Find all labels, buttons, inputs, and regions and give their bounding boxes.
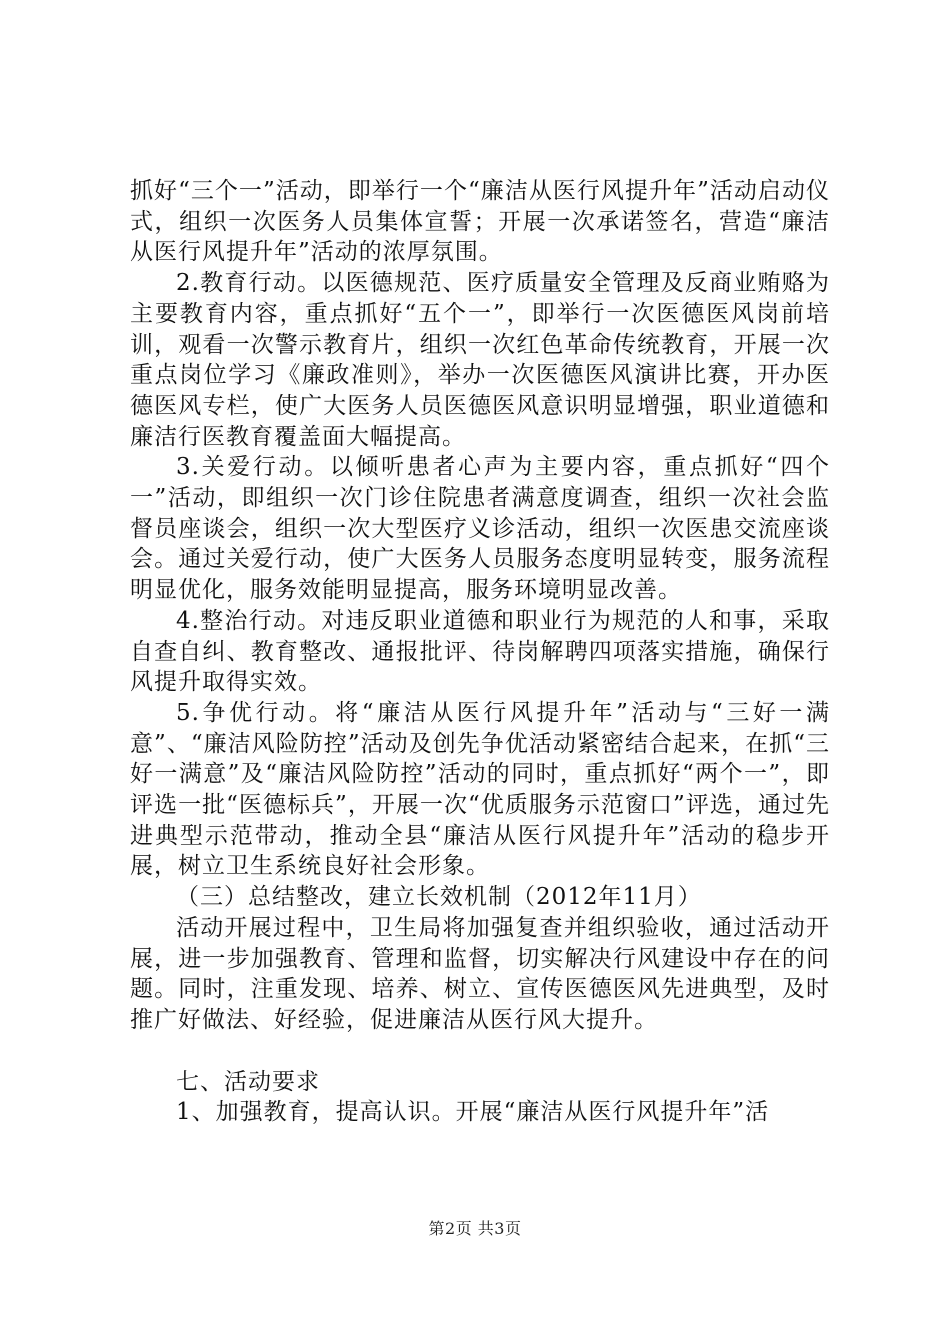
document-body [130,176,830,1128]
paragraph-spacer [130,1036,830,1067]
paragraph-care-action: 3.关爱行动。以倾听患者心声为主要内容，重点抓好“四个一”活动，即组织一次门诊住院患者满意度调查，组织一次社会监督员座谈会，组织一次大型医疗义诊活动，组织一次医患交流座谈会。通过关爱行动，使广大医务人员服务态度明显转变，服务流程明显优化，服务效能明显提高，服务环境明显改善。 [130,454,830,604]
paragraph-education-action: 2.教育行动。以医德规范、医疗质量安全管理及反商业贿赂为主要教育内容，重点抓好“五个一”，即举行一次医德医风岗前培训，观看一次警示教育片，组织一次红色革命传统教育，开展一次重点岗位学习《廉政准则》，举办一次医德医风演讲比赛，开办医德医风专栏，使广大医务人员医德医风意识明显增强，职业道德和廉洁行医教育覆盖面大幅提高。 [130,270,830,450]
page-footer: 第2页 共3页 [428,1219,522,1238]
paragraph-summary: 活动开展过程中，卫生局将加强复查并组织验收，通过活动开展，进一步加强教育、管理和监督，切实解决行风建设中存在的问题。同时，注重发现、培养、树立、宣传医德医风先进典型，及时推广好做法、好经验，促进廉洁从医行风大提升。 [130,914,830,1033]
paragraph-continuation: 抓好“三个一”活动，即举行一个“廉洁从医行风提升年”活动启动仪式，组织一次医务人员集体宣誓；开展一次承诺签名，营造“廉洁从医行风提升年”活动的浓厚氛围。 [130,178,830,266]
section-heading-summary: （三）总结整改，建立长效机制（2012年11月） [176,884,702,911]
paragraph-requirement-1: 1、加强教育，提高认识。开展“廉洁从医行风提升年”活 [176,1099,770,1126]
paragraph-excellence-action: 5.争优行动。将“廉洁从医行风提升年”活动与“三好一满意”、“廉洁风险防控”活动及创先争优活动紧密结合起来，在抓“三好一满意”及“廉洁风险防控”活动的同时，重点抓好“两个一”，即评选一批“医德标兵”，开展一次“优质服务示范窗口”评选，通过先进典型示范带动，推动全县“廉洁从医行风提升年”活动的稳步开展，树立卫生系统良好社会形象。 [130,699,830,880]
section-heading-requirements: 七、活动要求 [176,1068,320,1095]
paragraph-rectify-action: 4.整治行动。对违反职业道德和职业行为规范的人和事，采取自查自纠、教育整改、通报批评、待岗解聘四项落实措施，确保行风提升取得实效。 [130,607,830,696]
